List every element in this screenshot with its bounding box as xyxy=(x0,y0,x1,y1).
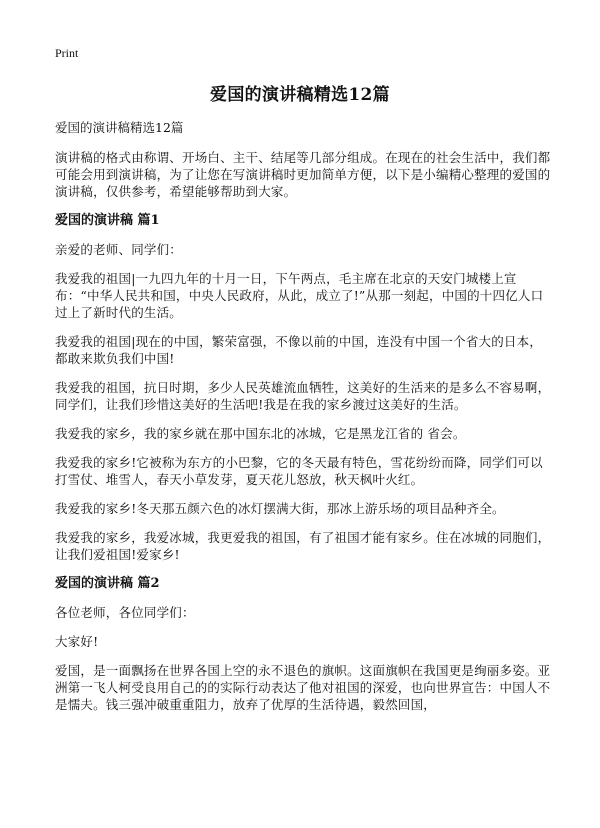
paragraph: 我爱我的祖国|一九四九年的十月一日，下午两点，毛主席在北京的天安门城楼上宣布：“中华人民共和国，中央人民政府，从此，成立了!”从那一刻起，中国的十四亿人口过上了新时代的生活。 xyxy=(55,271,544,320)
section-heading-2: 爱国的演讲稿 篇2 xyxy=(55,576,160,591)
paragraph: 我爱我的祖国|现在的中国，繁荣富强，不像以前的中国，连没有中国一个省大的日本，都敢来欺负我们中国! xyxy=(55,334,543,366)
document-body xyxy=(55,119,552,725)
document-title: 爱国的演讲稿精选12篇 xyxy=(210,85,390,105)
paragraph: 爱国，是一面飘扬在世界各国上空的永不退色的旗帜。这面旗帜在我国更是绚丽多姿。亚洲第一飞人柯受良用自己的的实际行动表达了他对祖国的深爱，也向世界宣告：中国人不是懦夫。钱三强冲破重重阻力，放弃了优厚的生活待遇，毅然回国， xyxy=(55,663,551,712)
intro-paragraph: 演讲稿的格式由称谓、开场白、主干、结尾等几部分组成。在现在的社会生活中，我们都可能会用到演讲稿，为了让您在写演讲稿时更加简单方便，以下是小编精心整理的爱国的演讲稿，仅供参考，希望能够帮助到大家。 xyxy=(55,150,551,199)
paragraph: 我爱我的家乡!冬天那五颜六色的冰灯摆满大街，那冰上游乐场的项目品种齐全。 xyxy=(55,501,505,516)
paragraph: 我爱我的家乡!它被称为东方的小巴黎，它的冬天最有特色，雪花纷纷而降，同学们可以打雪仗、堆雪人，春天小草发芽，夏天花儿怒放，秋天枫叶火红。 xyxy=(55,455,543,487)
section-heading-1: 爱国的演讲稿 篇1 xyxy=(55,213,160,228)
paragraph: 我爱我的祖国，抗日时期，多少人民英雄流血牺牲，这美好的生活来的是多么不容易啊，同学们，让我们珍惜这美好的生活吧!我是在我的家乡渡过这美好的生活。 xyxy=(55,380,551,412)
paragraph: 大家好! xyxy=(55,634,99,649)
paragraph: 我爱我的家乡，我爱冰城，我更爱我的祖国，有了祖国才能有家乡。住在冰城的同胞们，让我们爱祖国!爱家乡! xyxy=(55,530,551,562)
paragraph: 各位老师，各位同学们： xyxy=(55,605,195,620)
document-subtitle: 爱国的演讲稿精选12篇 xyxy=(55,120,184,135)
paragraph: 亲爱的老师、同学们： xyxy=(55,242,183,257)
print-link[interactable]: Print xyxy=(55,46,79,60)
paragraph: 我爱我的家乡，我的家乡就在那中国东北的冰城，它是黑龙江省的 省会。 xyxy=(55,426,466,441)
